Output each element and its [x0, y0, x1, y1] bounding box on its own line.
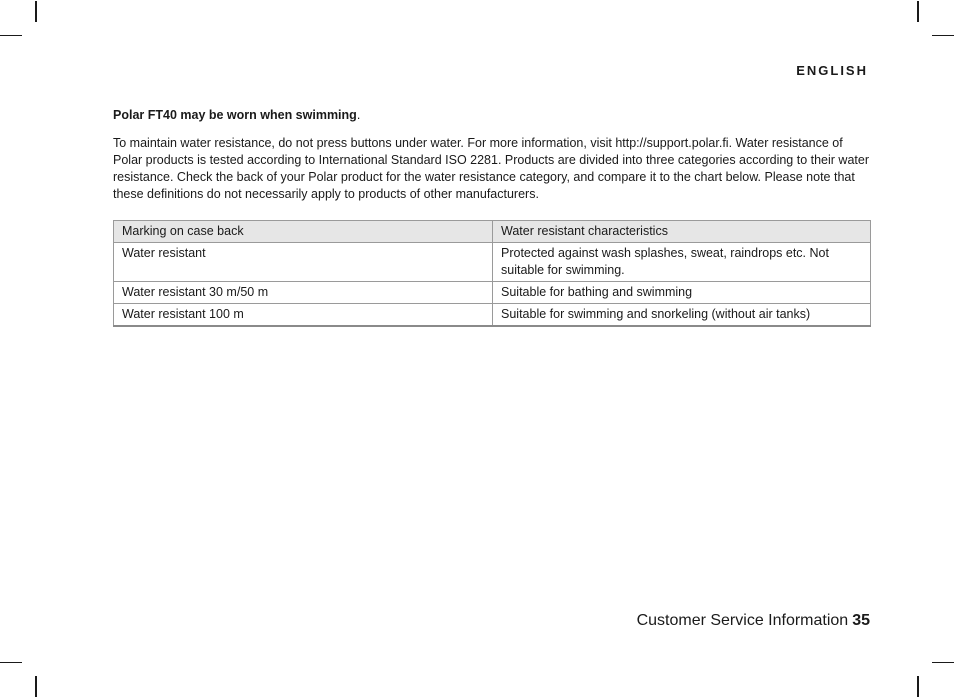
- page-footer: [637, 612, 870, 630]
- crop-mark: [35, 1, 37, 22]
- table-cell: Suitable for swimming and snorkeling (without air tanks): [493, 304, 871, 327]
- water-resistance-table: [113, 220, 871, 327]
- crop-mark: [917, 676, 919, 697]
- column-header: Water resistant characteristics: [493, 221, 871, 243]
- table-header-row: [114, 221, 871, 243]
- lead-bold: Polar FT40 may be worn when swimming: [113, 108, 357, 122]
- lead-punct: .: [356, 108, 361, 122]
- intro-paragraph: To maintain water resistance, do not press buttons under water. For more information, visit http://support.polar.fi. Water resistance of Polar products is tested according to International Standard ISO 2281. Products are divided into three categories according to their water resistance. Check the back of your Polar product for the water resistance category, and compare it to the chart below. Please note that these definitions do not necessarily apply to products of other manufacturers.: [113, 136, 869, 201]
- table-cell: Suitable for bathing and swimming: [493, 282, 871, 304]
- crop-mark: [917, 1, 919, 22]
- crop-mark: [35, 676, 37, 697]
- page-number: 35: [852, 612, 870, 629]
- language-label: ENGLISH: [796, 63, 868, 78]
- crop-mark: [0, 35, 22, 36]
- table-row: [114, 282, 871, 304]
- crop-mark: [0, 662, 22, 663]
- page-body: [113, 107, 871, 327]
- table-row: [114, 304, 871, 327]
- table-cell: Water resistant: [114, 243, 493, 282]
- footer-section-title: Customer Service Information: [636, 612, 849, 629]
- crop-mark: [932, 35, 954, 36]
- table-cell: Protected against wash splashes, sweat, raindrops etc. Not suitable for swimming.: [493, 243, 871, 282]
- table-cell: Water resistant 100 m: [114, 304, 493, 327]
- table-row: [114, 243, 871, 282]
- table-cell: Water resistant 30 m/50 m: [114, 282, 493, 304]
- lead-sentence: [113, 107, 871, 124]
- crop-mark: [932, 662, 954, 663]
- column-header: Marking on case back: [114, 221, 493, 243]
